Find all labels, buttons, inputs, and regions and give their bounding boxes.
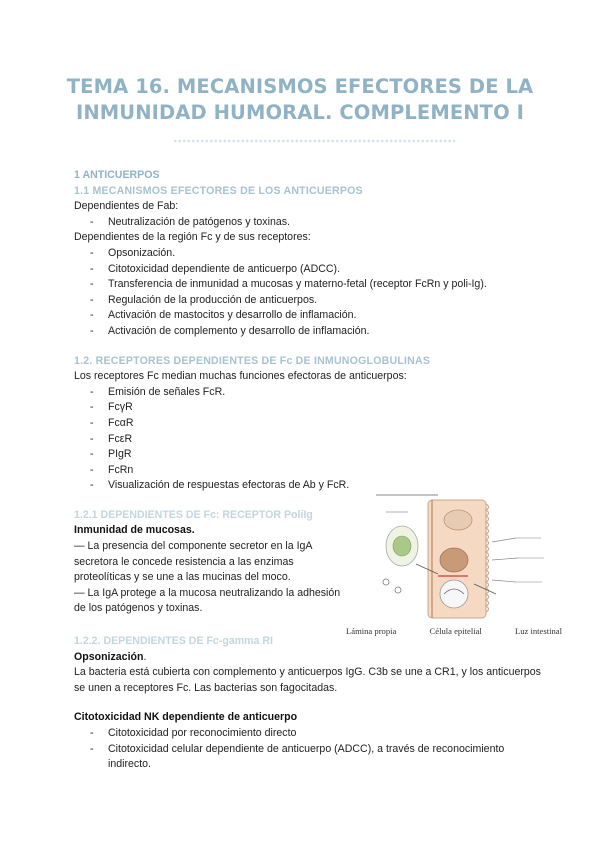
list-item: - PIgR (74, 447, 544, 463)
section-heading: 1 ANTICUERPOS (74, 169, 160, 181)
list-item: - Citotoxicidad dependiente de anticuerpo (ADCC). (74, 262, 544, 278)
list-item: - Opsonización. (74, 246, 544, 262)
list-item: - Emisión de señales FcR. (74, 385, 544, 401)
section-fc-gamma (74, 634, 544, 773)
title-line-1: TEMA 16. MECANISMOS EFECTORES DE LA (66, 75, 534, 98)
title-line-2: INMUNIDAD HUMORAL. COMPLEMENTO I (75, 101, 524, 124)
paragraph: — La IgA protege a la mucosa neutralizando la adhesión de los patógenos y toxinas. (74, 586, 341, 615)
epithelial-illustration (346, 490, 562, 624)
paragraph: La bacteria está cubierta con complemento y anticuerpos IgG. C3b se une a CR1, y los anticuerpos se unen a receptores Fc. Las bacterias son fagocitadas. (74, 666, 541, 694)
subsection-heading: 1.1 MECANISMOS EFECTORES DE LOS ANTICUERPOS (74, 184, 363, 197)
paragraph: Dependientes de Fab: (74, 200, 179, 213)
bold-line (74, 650, 544, 666)
period: . (143, 650, 147, 663)
list-item: - Activación de complemento y desarrollo de inflamación. (74, 324, 544, 340)
list-item: - Activación de mastocitos y desarrollo de inflamación. (74, 308, 544, 324)
subsection-heading: 1.2. RECEPTORES DEPENDIENTES DE Fc DE INMUNOGLOBULINAS (74, 354, 431, 367)
subsection-heading: 1.2.1 DEPENDIENTES DE Fc: RECEPTOR PoliIg (74, 508, 313, 521)
list-item: - Citotoxicidad por reconocimiento directo (74, 726, 544, 742)
subsection-heading: 1.2.2. DEPENDIENTES DE Fc-gamma RI (74, 635, 273, 647)
list-item: - FcεR (74, 432, 544, 448)
page-title (40, 74, 560, 126)
bold-heading: Opsonización (74, 650, 144, 663)
list-item: - FcγR (74, 400, 544, 416)
list-item: - Citotoxicidad celular dependiente de anticuerpo (ADCC), a través de reconocimiento indirecto. (74, 742, 544, 773)
list-item: - Neutralización de patógenos y toxinas. (74, 215, 544, 231)
caption-celula: Célula epitelial (429, 626, 482, 636)
bold-heading: Citotoxicidad NK dependiente de anticuerpo (74, 711, 298, 724)
list-item: - FcRn (74, 463, 544, 479)
paragraph: Dependientes de la región Fc y de sus receptores: (74, 231, 311, 244)
mucosa-diagram (346, 490, 562, 636)
paragraph: Los receptores Fc median muchas funciones efectoras de anticuerpos: (74, 370, 407, 383)
caption-luz: Luz intestinal (514, 626, 562, 636)
paragraph: — La presencia del componente secretor en la IgA secretora le concede resistencia a las enzimas proteolíticas y se une a las mucinas del moco. (74, 540, 312, 584)
fab-list (74, 215, 544, 231)
list-item: - Visualización de respuestas efectoras de Ab y FcR. (74, 478, 544, 494)
bold-heading: Inmunidad de mucosas. (74, 524, 195, 537)
fc-list (74, 246, 544, 340)
adcc-list (74, 726, 544, 773)
dotted-divider (173, 139, 455, 143)
receptor-list (74, 385, 544, 494)
list-item: - Transferencia de inmunidad a mucosas y materno-fetal (receptor FcRn y poli-Ig). (74, 277, 544, 293)
list-item: - FcαR (74, 416, 544, 432)
caption-lamina: Lámina propia (346, 626, 397, 636)
list-item: - Regulación de la producción de anticuerpos. (74, 293, 544, 309)
